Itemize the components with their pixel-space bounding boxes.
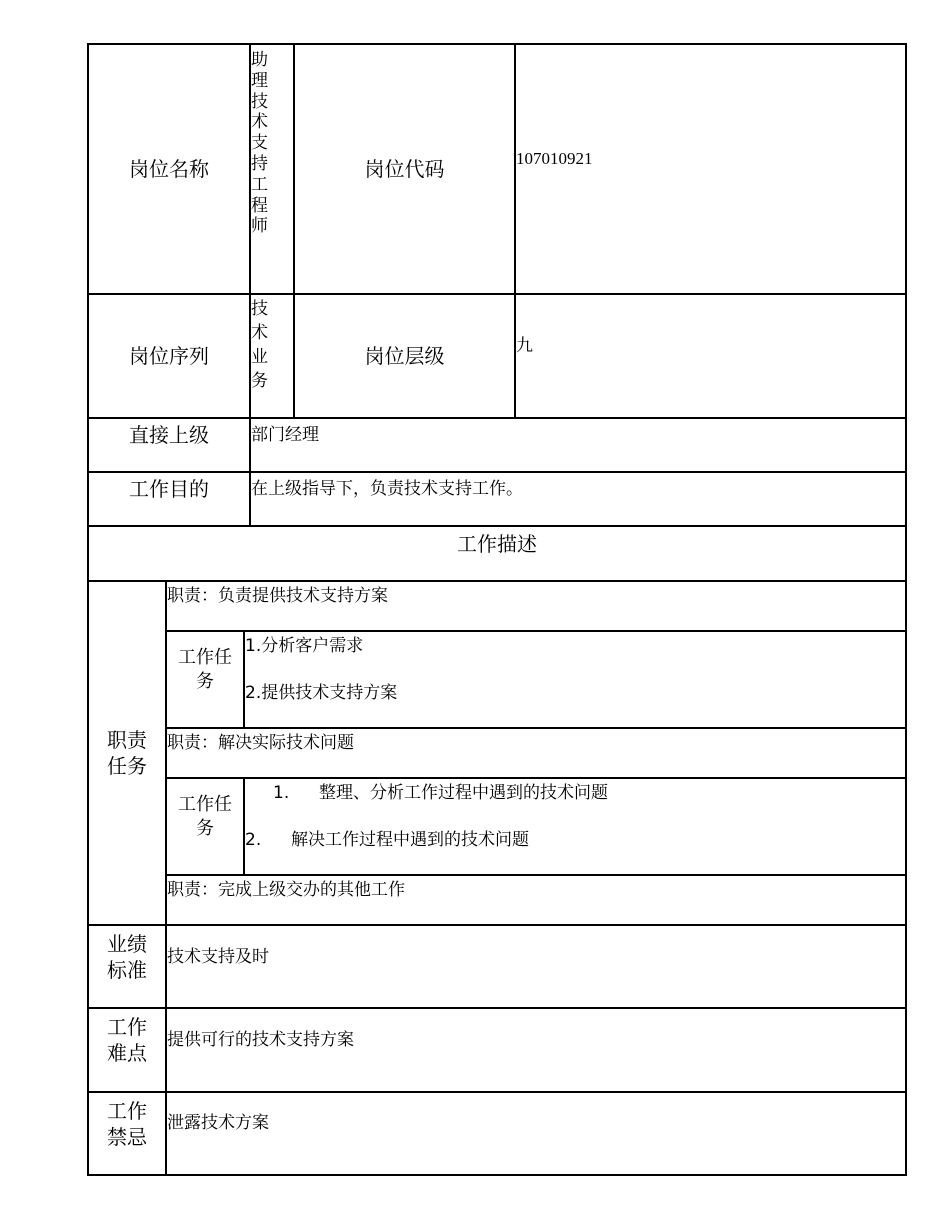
post-series-label: 岗位序列: [129, 344, 209, 368]
post-name-value: 助理技术支持工程师: [251, 50, 268, 237]
border: [243, 777, 245, 876]
border: [514, 43, 516, 419]
task-label-1-text: 工作任务: [178, 646, 232, 692]
duty-2-task-1: 整理、分析工作过程中遇到的技术问题: [319, 783, 608, 803]
supervisor-label: 直接上级: [129, 423, 209, 447]
border: [165, 777, 907, 779]
task-label-2-text: 工作任务: [178, 793, 232, 839]
duty-2: 职责：解决实际技术问题: [167, 733, 354, 753]
post-code-label: 岗位代码: [364, 157, 445, 181]
post-name-label: 岗位名称: [129, 157, 209, 181]
duty-2-task-2: 解决工作过程中遇到的技术问题: [291, 830, 529, 850]
taboo-label-text: 工作禁忌: [107, 1099, 147, 1149]
duty-2-task-2-num: 2.: [245, 830, 262, 850]
performance-value: 技术支持及时: [167, 947, 269, 967]
border: [87, 1007, 907, 1009]
border: [165, 727, 907, 729]
border: [165, 630, 907, 632]
difficulty-label: [89, 1009, 165, 1071]
description-title: 工作描述: [457, 532, 537, 556]
duty-1-task-2: 2.提供技术支持方案: [245, 683, 398, 703]
performance-label-text: 业绩标准: [107, 932, 147, 982]
border: [87, 580, 907, 582]
border: [87, 1174, 907, 1176]
duty-1-task-1: 1.分析客户需求: [245, 636, 364, 656]
border: [87, 924, 907, 926]
post-level-value: 九: [516, 336, 533, 356]
difficulty-label-text: 工作难点: [107, 1015, 147, 1065]
purpose-value: 在上级指导下，负责技术支持工作。: [251, 479, 523, 499]
task-label-2: [167, 779, 243, 854]
taboo-value: 泄露技术方案: [167, 1113, 269, 1133]
task-label-1: [167, 632, 243, 707]
border: [87, 1091, 907, 1093]
taboo-label: [89, 1093, 165, 1155]
duty-3: 职责：完成上级交办的其他工作: [167, 880, 405, 900]
post-code-value: 107010921: [516, 149, 593, 168]
border: [905, 43, 907, 1176]
duties-label: [89, 582, 165, 924]
post-level-label: 岗位层级: [364, 344, 445, 368]
purpose-label: 工作目的: [129, 477, 209, 501]
performance-label: [89, 926, 165, 988]
duty-2-task-1-num: 1.: [273, 783, 290, 803]
border: [165, 874, 907, 876]
post-series-value: 技术业务: [251, 299, 268, 391]
duty-1: 职责：负责提供技术支持方案: [167, 586, 388, 606]
supervisor-value: 部门经理: [251, 425, 319, 445]
duties-label-text: 职责任务: [107, 728, 147, 778]
difficulty-value: 提供可行的技术支持方案: [167, 1030, 354, 1050]
